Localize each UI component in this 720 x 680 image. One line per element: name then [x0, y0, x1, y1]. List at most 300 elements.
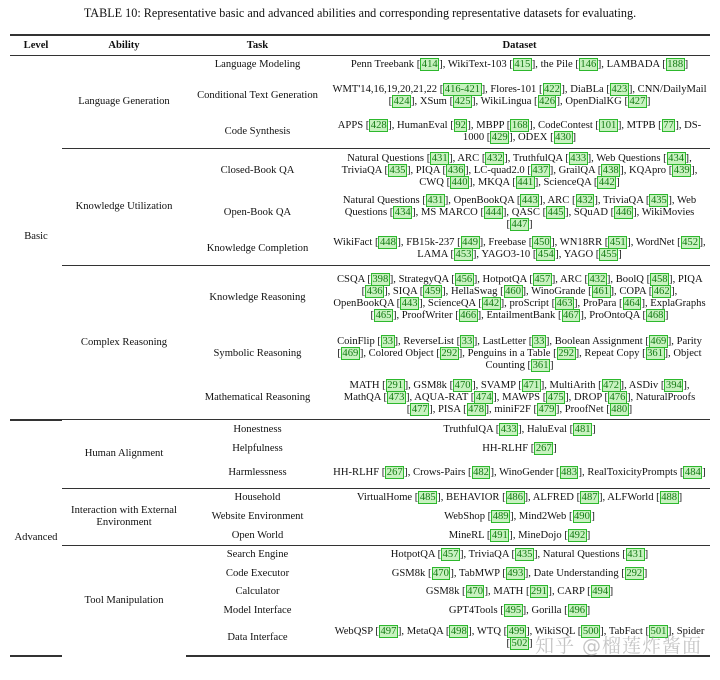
task-cell: Harmlessness — [228, 467, 287, 479]
dataset-name: CSQA — [336, 274, 365, 286]
dataset-item: MTPB [ 77 ], — [626, 120, 685, 132]
citation-link[interactable]: 267 — [535, 443, 552, 454]
dataset-name: KQApro — [629, 164, 667, 176]
dataset-name: ScienceQA — [543, 176, 592, 188]
ability-cell: Interaction with External Environment — [62, 489, 186, 546]
citation-link[interactable]: 495 — [505, 605, 522, 616]
citation-link[interactable]: 494 — [592, 586, 609, 597]
dataset-name: WikiMovies — [641, 206, 695, 218]
dataset-name: HellaSwag — [450, 286, 498, 298]
dataset-name: RealToxicityPrompts — [587, 467, 678, 479]
dataset-item: LC-quad2.0 [ 437 ], — [473, 164, 559, 176]
citation-link[interactable]: 479 — [538, 403, 555, 415]
citation-link[interactable]: 443 — [521, 194, 538, 206]
citation-link[interactable]: 423 — [611, 83, 628, 95]
dataset-item: ScienceQA [ 442 ], — [427, 298, 510, 310]
dataset-name: VirtualHome — [356, 492, 413, 504]
dataset-name: ARC — [547, 194, 570, 206]
citation-link[interactable]: 434 — [394, 206, 411, 218]
dataset-name: ExplaGraphs — [650, 298, 706, 310]
dataset-item: WebShop [ 489 ], — [444, 511, 519, 522]
dataset-item: the Pile [ 146 ], — [540, 59, 607, 71]
citation-link[interactable]: 430 — [555, 132, 572, 144]
citation-link[interactable]: 473 — [388, 391, 405, 403]
dataset-name: HH-RLHF — [482, 443, 529, 454]
dataset-item: WikiLingua [ 426 ], — [480, 95, 566, 107]
citation-link[interactable]: 422 — [544, 83, 560, 95]
citation-link[interactable]: 456 — [456, 274, 473, 286]
task-cell: Honestness — [186, 420, 329, 440]
dataset-item: ProofWriter [ 466 ], — [401, 310, 487, 322]
dataset-name: GSM8k — [413, 379, 447, 391]
citation-link[interactable]: 446 — [615, 206, 632, 218]
dataset-name: PIQA — [415, 164, 440, 176]
dataset-item: ASDiv [ 394 ], — [628, 379, 690, 391]
citation-link[interactable]: 487 — [581, 492, 598, 504]
dataset-item: EntailmentBank [ 467 ], — [486, 310, 590, 322]
dataset-cell — [329, 149, 710, 193]
task-cell: Symbolic Reasoning — [213, 347, 302, 359]
citation-link[interactable]: 425 — [454, 95, 471, 107]
level-cell: Basic — [10, 56, 62, 420]
citation-link[interactable]: 416-421 — [444, 83, 481, 95]
dataset-name: Gorilla — [531, 605, 562, 616]
citation-link[interactable]: 502 — [511, 637, 528, 649]
table-row — [10, 546, 710, 565]
citation-link[interactable]: 486 — [507, 492, 523, 504]
citation-link[interactable]: 471 — [523, 379, 540, 391]
citation-link[interactable]: 478 — [468, 403, 484, 415]
dataset-name: MATH — [349, 379, 380, 391]
citation-link[interactable]: 436 — [447, 164, 464, 176]
dataset-item: WMT'14,16,19,20,21,22 [ 416-421 ], — [332, 83, 491, 95]
dataset-item: GSM8k [ 470 ], — [425, 586, 494, 597]
citation-link[interactable]: 398 — [372, 274, 389, 286]
citation-link[interactable]: 453 — [455, 248, 472, 260]
dataset-item: ProofNet [ 480 ] — [564, 403, 633, 415]
dataset-item: SQuAD [ 446 ], — [573, 206, 642, 218]
dataset-name: CARP — [557, 586, 585, 597]
dataset-item: KQApro [ 439 ], — [629, 164, 698, 176]
dataset-name: BEHAVIOR — [446, 492, 500, 504]
dataset-name: WikiLingua — [480, 95, 532, 107]
dataset-item: MS MARCO [ 444 ], — [420, 206, 512, 218]
dataset-name: QASC — [511, 206, 540, 218]
dataset-name: Natural Questions — [542, 549, 620, 561]
citation-link[interactable]: 439 — [673, 164, 690, 176]
watermark: 知乎 @榴莲炸酱面 — [534, 635, 702, 657]
dataset-item: NaturalProofs [ 477 ], — [406, 391, 696, 415]
dataset-name: AQUA-RAT — [414, 391, 469, 403]
citation-link[interactable]: 433 — [570, 152, 587, 164]
citation-link[interactable]: 77 — [663, 120, 674, 132]
citation-link[interactable]: 463 — [556, 298, 573, 310]
citation-link[interactable]: 426 — [539, 95, 555, 107]
citation-link[interactable]: 491 — [491, 529, 508, 541]
task-cell: Mathematical Reasoning — [204, 391, 311, 403]
dataset-item: Gorilla [ 496 ] — [531, 605, 591, 616]
citation-link[interactable]: 454 — [537, 248, 554, 260]
dataset-item: PISA [ 478 ], — [438, 403, 495, 415]
dataset-name: ALFRED — [532, 492, 574, 504]
dataset-name: TruthfulQA — [443, 423, 494, 435]
citation-link[interactable]: 451 — [609, 236, 626, 248]
dataset-cell — [329, 56, 710, 75]
dataset-name: DROP — [573, 391, 602, 403]
citation-link[interactable]: 431 — [431, 152, 448, 164]
citation-link[interactable]: 168 — [511, 120, 528, 132]
dataset-name: ProofNet — [564, 403, 604, 415]
dataset-name: ProOntoQA — [589, 310, 640, 322]
dataset-item: DS-1000 [ 429 ], — [462, 120, 702, 144]
citation-link[interactable]: 432 — [577, 194, 593, 206]
dataset-item: AQUA-RAT [ 474 ], — [414, 391, 503, 403]
dataset-name: WMT'14,16,19,20,21,22 — [332, 83, 438, 95]
dataset-item: WikiMovies [ 447 ] — [506, 206, 695, 230]
dataset-item: LAMA [ 453 ], — [417, 248, 482, 260]
dataset-name: Flores-101 — [490, 83, 537, 95]
dataset-name: YAGO3-10 — [481, 248, 531, 260]
dataset-name: LAMBADA — [606, 59, 660, 71]
dataset-name: Penguins in a Table — [467, 347, 551, 359]
dataset-cell — [329, 193, 710, 233]
dataset-name: CodeContest — [538, 120, 593, 132]
dataset-item: GrailQA [ 438 ], — [558, 164, 630, 176]
dataset-item: Natural Questions [ 431 ] — [542, 549, 649, 561]
citation-link[interactable]: 500 — [582, 625, 599, 637]
citation-link[interactable]: 481 — [574, 423, 591, 435]
citation-link[interactable]: 497 — [380, 625, 397, 637]
citation-link[interactable]: 431 — [627, 549, 644, 561]
dataset-item: Colored Object [ 292 ], — [368, 347, 468, 359]
citation-link[interactable]: 483 — [561, 467, 577, 479]
table-row — [10, 266, 710, 331]
dataset-item: MKQA [ 441 ], — [477, 176, 544, 188]
citation-link[interactable]: 448 — [379, 236, 396, 248]
dataset-name: Penn Treebank — [350, 59, 415, 71]
dataset-item: MetaQA [ 498 ], — [406, 625, 477, 637]
dataset-name: PISA — [438, 403, 461, 415]
citation-link[interactable]: 442 — [598, 176, 615, 188]
dataset-name: YAGO — [563, 248, 594, 260]
citation-link[interactable]: 459 — [424, 286, 441, 298]
citation-link[interactable]: 433 — [500, 423, 517, 435]
dataset-item: BEHAVIOR [ 486 ], — [446, 492, 533, 504]
dataset-item: MineDojo [ 492 ] — [518, 529, 591, 541]
dataset-name: DS-1000 — [462, 120, 702, 144]
dataset-name: HotpotQA — [390, 549, 435, 561]
citation-link[interactable]: 475 — [547, 391, 564, 403]
citation-link[interactable]: 489 — [492, 511, 509, 522]
citation-link[interactable]: 490 — [574, 511, 590, 522]
citation-link[interactable]: 467 — [563, 310, 579, 322]
citation-link[interactable]: 394 — [665, 379, 682, 391]
dataset-cell — [329, 377, 710, 420]
task-cell: Helpfulness — [232, 443, 283, 454]
dataset-name: WikiText-103 — [447, 59, 507, 71]
task-cell: Closed-Book QA — [186, 149, 329, 193]
dataset-item: ARC [ 432 ], — [547, 194, 604, 206]
dataset-item: Parity [ 469 ], — [337, 335, 702, 359]
dataset-name: ReverseList — [403, 335, 454, 347]
citation-link[interactable]: 457 — [442, 549, 459, 561]
citation-link[interactable]: 469 — [342, 347, 359, 359]
dataset-item: FB15k-237 [ 449 ], — [406, 236, 489, 248]
citation-link[interactable]: 33 — [461, 335, 473, 347]
dataset-name: Freebase — [488, 236, 527, 248]
dataset-cell — [329, 546, 710, 565]
citation-link[interactable]: 146 — [580, 59, 597, 71]
citation-link[interactable]: 445 — [547, 206, 564, 218]
citation-link[interactable]: 472 — [603, 379, 620, 391]
dataset-name: TriviaQA — [603, 194, 644, 206]
dataset-item: OpenBookQA [ 443 ], — [333, 298, 428, 310]
dataset-item: Natural Questions [ 431 ], — [347, 152, 458, 164]
citation-link[interactable]: 427 — [629, 95, 646, 107]
dataset-name: GrailQA — [558, 164, 596, 176]
citation-link[interactable]: 436 — [366, 286, 383, 298]
dataset-item: ARC [ 432 ], — [560, 274, 616, 286]
citation-link[interactable]: 470 — [467, 586, 483, 597]
dataset-name: Natural Questions — [347, 152, 425, 164]
task-cell: Code Executor — [225, 567, 290, 579]
citation-link[interactable]: 492 — [569, 529, 586, 541]
dataset-name: ProPara — [582, 298, 617, 310]
citation-link[interactable]: 33 — [533, 335, 545, 347]
citation-link[interactable]: 460 — [505, 286, 522, 298]
dataset-cell — [329, 508, 710, 527]
citation-link[interactable]: 292 — [626, 567, 643, 579]
dataset-item: TabFact [ 501 ], — [608, 625, 677, 637]
citation-link[interactable]: 414 — [421, 59, 438, 71]
citation-link[interactable]: 452 — [682, 236, 699, 248]
dataset-name: EntailmentBank — [486, 310, 556, 322]
citation-link[interactable]: 292 — [441, 347, 458, 359]
dataset-item: Boolean Assignment [ 469 ], — [554, 335, 677, 347]
dataset-item: OpenDialKG [ 427 ] — [565, 95, 651, 107]
citation-link[interactable]: 424 — [393, 95, 410, 107]
dataset-item: HellaSwag [ 460 ], — [450, 286, 532, 298]
dataset-name: WTQ — [476, 625, 502, 637]
dataset-item: XSum [ 425 ], — [419, 95, 481, 107]
citation-link[interactable]: 415 — [514, 59, 531, 71]
table-row — [10, 420, 710, 440]
citation-link[interactable]: 496 — [569, 605, 586, 616]
citation-link[interactable]: 267 — [386, 467, 403, 479]
dataset-item: GSM8k [ 470 ], — [391, 567, 460, 579]
dataset-item: CARP [ 494 ] — [557, 586, 614, 597]
task-cell: Conditional Text Generation — [197, 89, 318, 101]
dataset-item: Flores-101 [ 422 ], — [490, 83, 571, 95]
citation-link[interactable]: 470 — [454, 379, 471, 391]
task-cell: Website Environment — [211, 511, 304, 522]
task-cell: Model Interface — [223, 605, 292, 616]
citation-link[interactable]: 484 — [684, 467, 701, 479]
citation-link[interactable]: 292 — [558, 347, 575, 359]
dataset-item: Repeat Copy [ 361 ], — [584, 347, 674, 359]
ability-cell: Knowledge Utilization — [62, 149, 186, 266]
table-row — [10, 56, 710, 75]
citation-link[interactable]: 428 — [370, 120, 387, 132]
citation-link[interactable]: 464 — [624, 298, 640, 310]
citation-link[interactable]: 461 — [593, 286, 610, 298]
citation-link[interactable]: 434 — [668, 152, 685, 164]
dataset-item: ScienceQA [ 442 ] — [543, 176, 620, 188]
dataset-name: DiaBLa — [570, 83, 604, 95]
citation-link[interactable]: 482 — [473, 467, 489, 479]
dataset-name: TriviaQA — [468, 549, 509, 561]
dataset-name: GSM8k — [425, 586, 460, 597]
citation-link[interactable]: 499 — [508, 625, 525, 637]
dataset-item: WinoGrande [ 461 ], — [531, 286, 620, 298]
citation-link[interactable]: 33 — [382, 335, 394, 347]
dataset-name: MATH — [493, 586, 524, 597]
dataset-item: WordNet [ 452 ], — [635, 236, 706, 248]
citation-link[interactable]: 485 — [419, 492, 436, 504]
citation-link[interactable]: 470 — [433, 567, 449, 579]
citation-link[interactable]: 442 — [483, 298, 500, 310]
dataset-item: MATH [ 291 ], — [349, 379, 414, 391]
dataset-cell — [329, 117, 710, 149]
dataset-item: PIQA [ 436 ], — [361, 274, 703, 298]
dataset-name: WikiFact — [333, 236, 373, 248]
citation-link[interactable]: 476 — [609, 391, 626, 403]
dataset-item: MATH [ 291 ], — [493, 586, 558, 597]
table-row — [10, 489, 710, 508]
dataset-item: Web Questions [ 434 ], — [344, 194, 697, 218]
dataset-item: SIQA [ 459 ], — [392, 286, 451, 298]
citation-link[interactable]: 432 — [589, 274, 606, 286]
citation-link[interactable]: 458 — [651, 274, 668, 286]
dataset-item: HaluEval [ 481 ] — [526, 423, 596, 435]
citation-link[interactable]: 466 — [460, 310, 477, 322]
dataset-cell — [329, 602, 710, 621]
dataset-item: LastLetter [ 33 ], — [482, 335, 555, 347]
citation-link[interactable]: 447 — [511, 218, 528, 230]
citation-link[interactable]: 438 — [602, 164, 619, 176]
citation-link[interactable]: 435 — [389, 164, 406, 176]
table-row — [10, 149, 710, 193]
dataset-item: WikiText-103 [ 415 ], — [447, 59, 541, 71]
citation-link[interactable]: 444 — [485, 206, 502, 218]
task-cell: Open World — [231, 529, 284, 541]
dataset-item: COPA [ 462 ], — [619, 286, 678, 298]
task-cell: Household — [186, 489, 329, 508]
dataset-item: CoinFlip [ 33 ], — [337, 335, 404, 347]
dataset-item: HH-RLHF [ 267 ] — [482, 443, 557, 454]
dataset-name: Crows-Pairs — [413, 467, 466, 479]
citation-link[interactable]: 441 — [517, 176, 534, 188]
dataset-item: Date Understanding [ 292 ] — [533, 567, 648, 579]
dataset-cell — [329, 420, 710, 440]
citation-link[interactable]: 465 — [375, 310, 392, 322]
header-dataset: Dataset — [502, 39, 537, 51]
citation-link[interactable]: 450 — [533, 236, 550, 248]
header-task: Task — [246, 39, 269, 51]
task-cell: Search Engine — [186, 546, 329, 565]
citation-link[interactable]: 443 — [401, 298, 418, 310]
dataset-name: GPT4Tools — [448, 605, 498, 616]
citation-link[interactable]: 429 — [491, 132, 508, 144]
dataset-item: Mind2Web [ 490 ] — [518, 511, 595, 522]
citation-link[interactable]: 493 — [507, 567, 524, 579]
citation-link[interactable]: 488 — [661, 492, 678, 504]
dataset-item: MathQA [ 473 ], — [343, 391, 415, 403]
citation-link[interactable]: 291 — [387, 379, 404, 391]
dataset-name: Web Questions — [344, 194, 697, 218]
dataset-item: CNN/DailyMail [ 424 ], — [388, 83, 707, 107]
citation-link[interactable]: 291 — [531, 586, 547, 597]
task-cell: Open-Book QA — [223, 206, 292, 218]
citation-link[interactable]: 468 — [647, 310, 664, 322]
dataset-cell — [329, 459, 710, 489]
header-row — [10, 35, 710, 56]
dataset-name: HumanEval — [397, 120, 448, 132]
citation-link[interactable]: 457 — [534, 274, 551, 286]
dataset-name: proScript — [509, 298, 549, 310]
dataset-name: HaluEval — [526, 423, 567, 435]
citation-link[interactable]: 92 — [455, 120, 466, 132]
ability-cell: Human Alignment — [62, 420, 186, 489]
dataset-name: Parity — [676, 335, 702, 347]
dataset-name: LC-quad2.0 — [473, 164, 525, 176]
citation-link[interactable]: 431 — [427, 194, 444, 206]
dataset-item: OpenBookQA [ 443 ], — [453, 194, 548, 206]
citation-link[interactable]: 455 — [600, 248, 617, 260]
dataset-item: QASC [ 445 ], — [511, 206, 574, 218]
dataset-name: Repeat Copy — [584, 347, 640, 359]
dataset-item: GSM8k [ 470 ], — [413, 379, 481, 391]
citation-link[interactable]: 435 — [650, 194, 667, 206]
citation-link[interactable]: 501 — [650, 625, 667, 637]
ability-cell: Tool Manipulation — [62, 546, 186, 656]
dataset-name: Web Questions — [596, 152, 661, 164]
citation-link[interactable]: 474 — [475, 391, 492, 403]
dataset-name: MAWPS — [502, 391, 541, 403]
dataset-name: OpenBookQA — [333, 298, 395, 310]
citation-link[interactable]: 101 — [600, 120, 617, 132]
dataset-name: SQuAD — [573, 206, 609, 218]
citation-link[interactable]: 361 — [532, 359, 549, 371]
dataset-name: MS MARCO — [420, 206, 478, 218]
citation-link[interactable]: 432 — [486, 152, 503, 164]
citation-link[interactable]: 361 — [647, 347, 664, 359]
dataset-name: Boolean Assignment — [554, 335, 643, 347]
citation-link[interactable]: 449 — [462, 236, 479, 248]
citation-link[interactable]: 477 — [411, 403, 428, 415]
citation-link[interactable]: 435 — [516, 549, 533, 561]
citation-link[interactable]: 462 — [653, 286, 670, 298]
dataset-name: HotpotQA — [482, 274, 527, 286]
task-cell: Calculator — [235, 586, 280, 597]
citation-link[interactable]: 498 — [450, 625, 467, 637]
citation-link[interactable]: 469 — [650, 335, 667, 347]
citation-link[interactable]: 440 — [451, 176, 468, 188]
citation-link[interactable]: 188 — [667, 59, 684, 71]
dataset-cell — [329, 583, 710, 602]
dataset-item: PIQA [ 436 ], — [415, 164, 474, 176]
dataset-name: BoolQ — [615, 274, 644, 286]
dataset-name: TruthfulQA — [512, 152, 563, 164]
dataset-item: WikiSQL [ 500 ], — [534, 625, 609, 637]
dataset-name: ARC — [457, 152, 480, 164]
citation-link[interactable]: 480 — [611, 403, 628, 415]
dataset-cell — [329, 331, 710, 377]
dataset-name: ODEX — [518, 132, 548, 144]
dataset-item: WinoGender [ 483 ], — [499, 467, 588, 479]
citation-link[interactable]: 437 — [532, 164, 549, 176]
dataset-name: PIQA — [677, 274, 703, 286]
